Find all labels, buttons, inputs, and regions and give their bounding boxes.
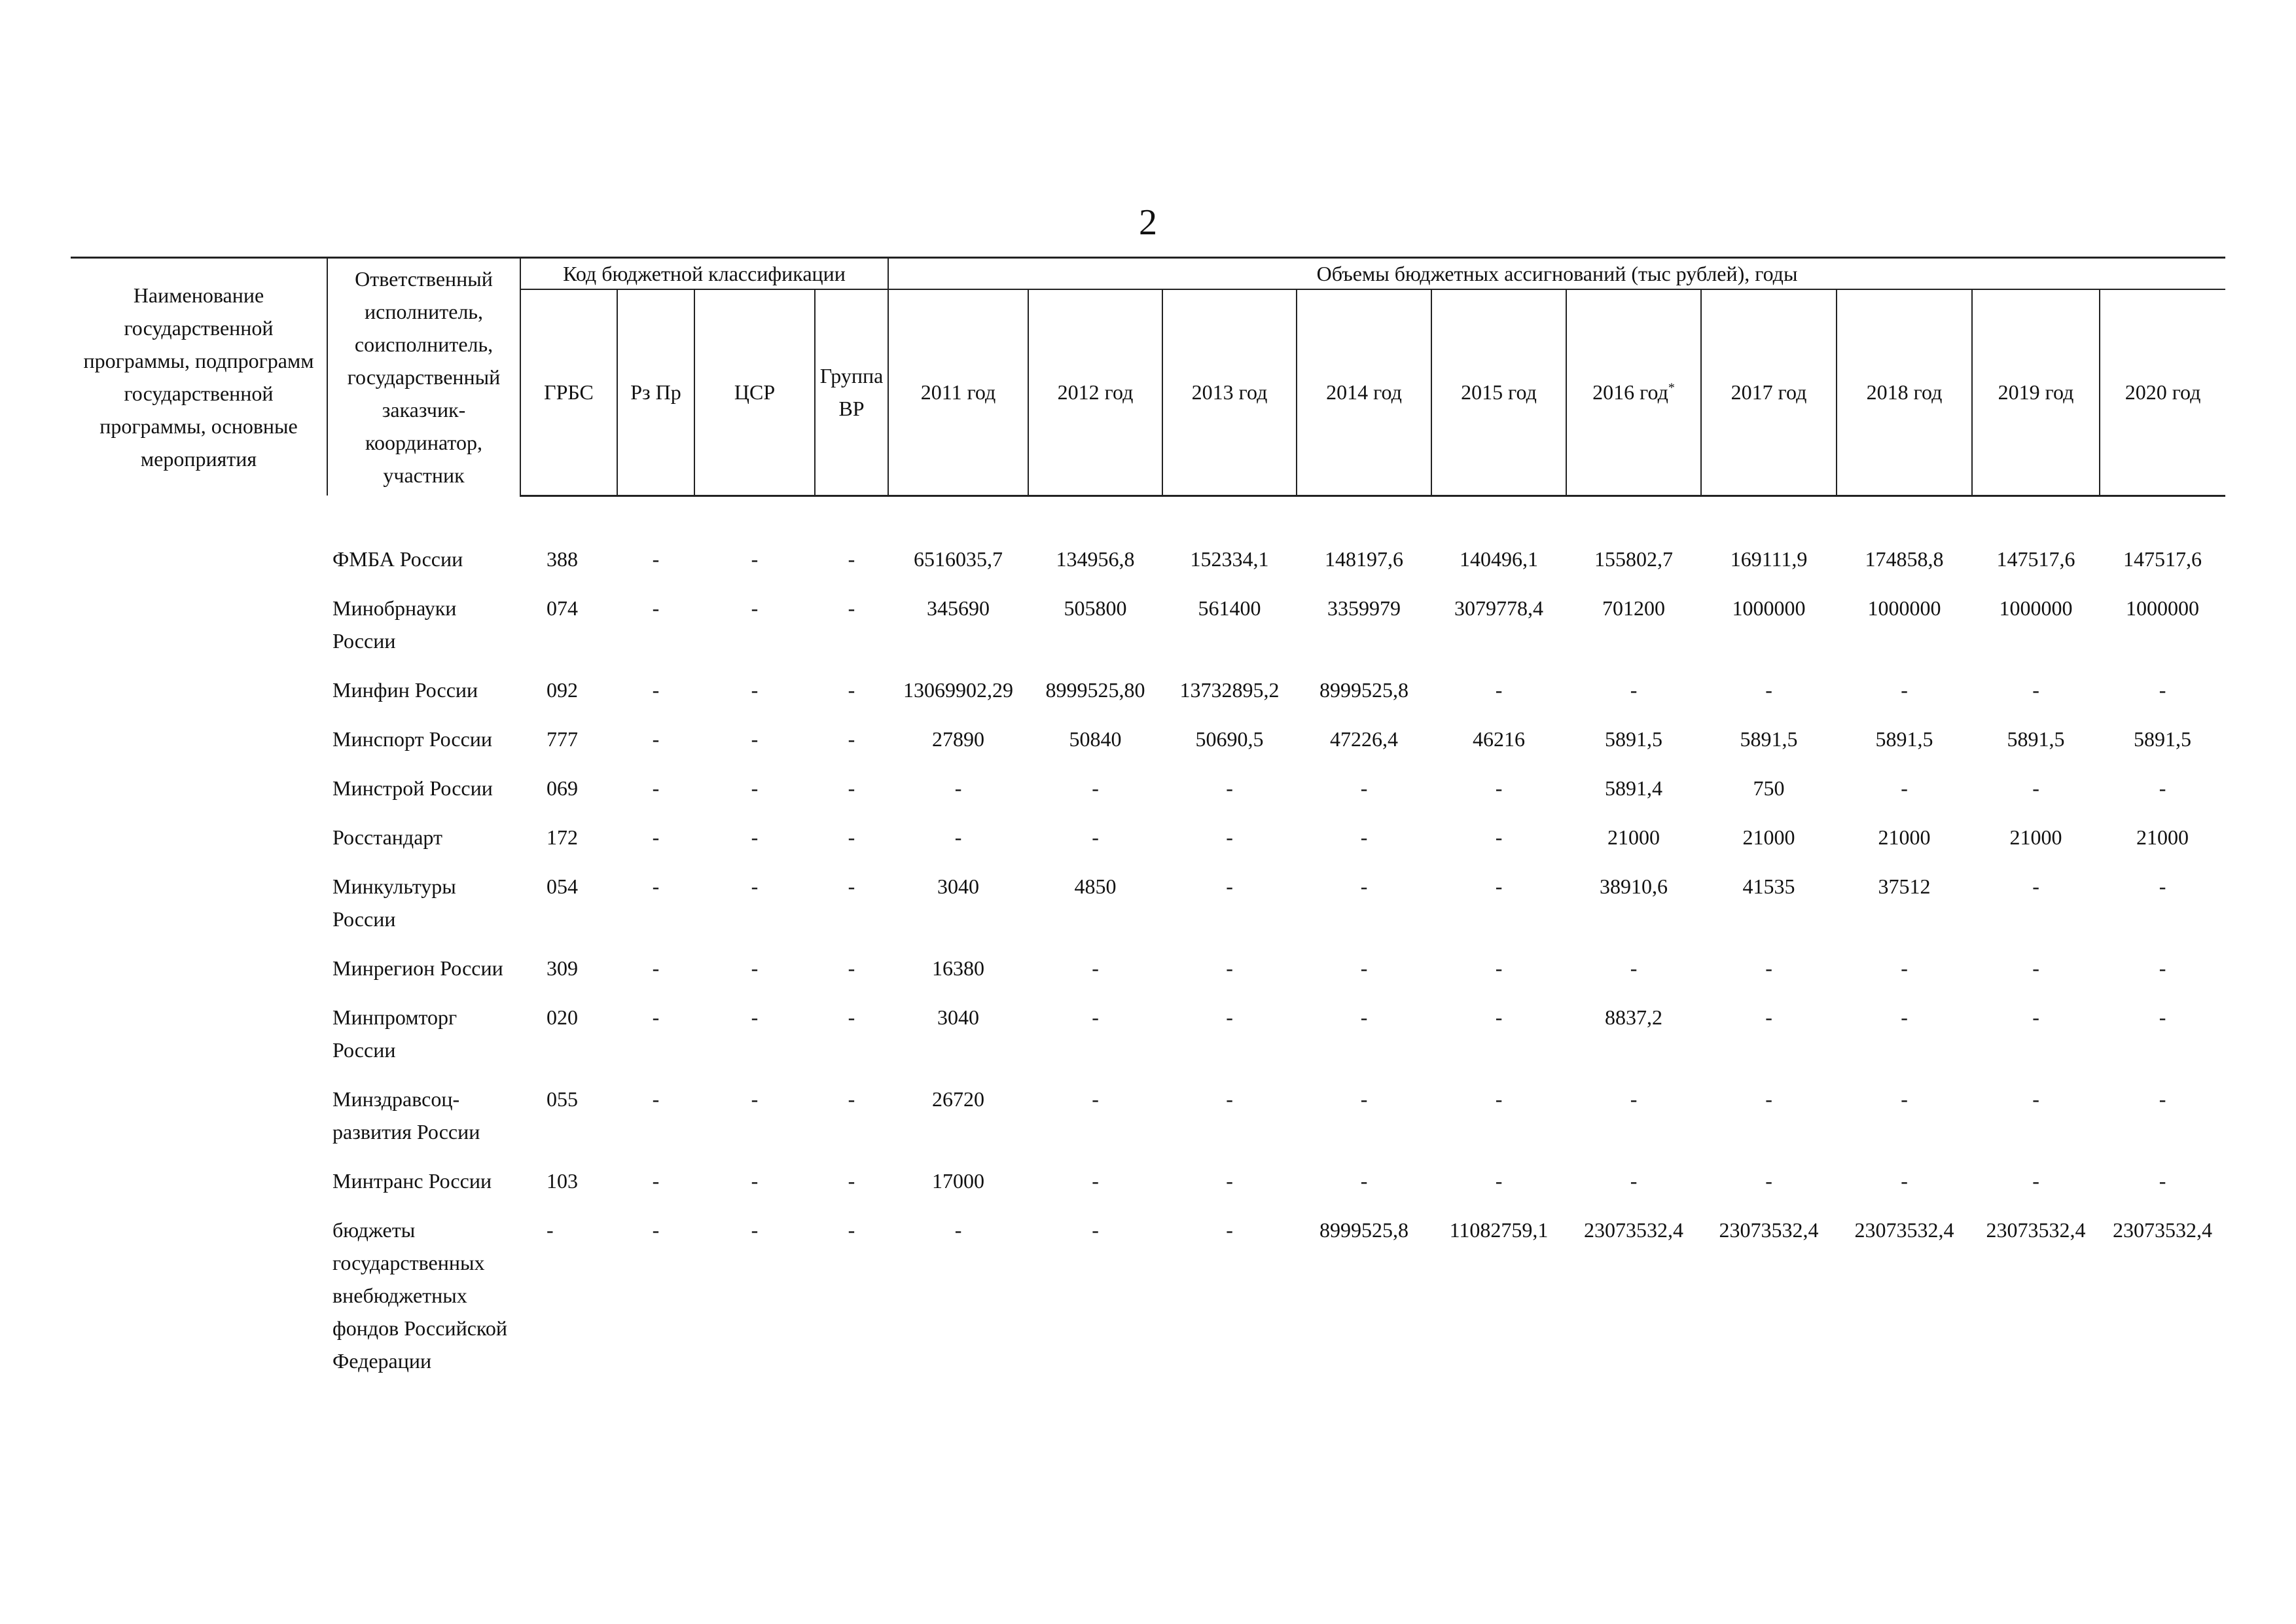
vr-code: - (848, 776, 855, 800)
csr-code: - (751, 547, 759, 571)
program-cell (71, 1075, 327, 1157)
value-cell: - (2159, 1087, 2166, 1111)
value-cell: - (954, 1218, 962, 1242)
value-cell: 38910,6 (1600, 874, 1668, 898)
value-cell: 41535 (1742, 874, 1795, 898)
value-cell: 5891,5 (2007, 727, 2065, 751)
rzpr-code: - (652, 825, 660, 849)
executor-name: Минздравсоц-развития России (332, 1087, 480, 1144)
header-program-name: Наименование государственной программы, подпрограмм государственной программы, основные мероприятия (71, 258, 327, 496)
value-cell: - (1360, 776, 1368, 800)
program-cell (71, 666, 327, 715)
header-volumes-group: Объемы бюджетных ассигнований (тыс рублей), годы (888, 258, 2225, 290)
csr-code: - (751, 825, 759, 849)
value-cell: - (2032, 677, 2039, 702)
grbs-code: 388 (547, 547, 578, 571)
table-row (71, 584, 2225, 666)
csr-code: - (751, 596, 759, 620)
value-cell: - (1226, 1087, 1233, 1111)
value-cell: - (1630, 677, 1638, 702)
program-cell (71, 993, 327, 1075)
vr-code: - (848, 1218, 855, 1242)
executor-name: ФМБА России (332, 547, 463, 571)
value-cell: 147517,6 (2123, 547, 2202, 571)
vr-code: - (848, 825, 855, 849)
vr-code: - (848, 1168, 855, 1193)
grbs-code: 054 (547, 874, 578, 898)
value-cell: - (2032, 1087, 2039, 1111)
value-cell: - (1092, 776, 1099, 800)
value-cell: - (1226, 1168, 1233, 1193)
value-cell: - (1630, 1168, 1638, 1193)
header-csr: ЦСР (694, 289, 815, 496)
value-cell: 50840 (1069, 727, 1122, 751)
csr-code: - (751, 1218, 759, 1242)
value-cell: - (2032, 1005, 2039, 1029)
value-cell: 11082759,1 (1449, 1218, 1549, 1242)
executor-name: Минкультуры России (332, 874, 456, 931)
rzpr-code: - (652, 596, 660, 620)
value-cell: - (1360, 1005, 1368, 1029)
value-cell: - (1226, 776, 1233, 800)
value-cell: - (1495, 1087, 1503, 1111)
executor-name: Минобрнауки России (332, 596, 457, 653)
table-body (71, 496, 2225, 1386)
value-cell: 169111,9 (1730, 547, 1808, 571)
grbs-code: 069 (547, 776, 578, 800)
vr-code: - (848, 1087, 855, 1111)
value-cell: 1000000 (1999, 596, 2073, 620)
value-cell: - (1765, 956, 1772, 980)
rzpr-code: - (652, 1168, 660, 1193)
value-cell: 6516035,7 (914, 547, 1003, 571)
header-year-2016-label: 2016 год (1592, 380, 1668, 405)
table-row (71, 715, 2225, 764)
value-cell: - (1360, 874, 1368, 898)
value-cell: 46216 (1473, 727, 1526, 751)
value-cell: - (1495, 1168, 1503, 1193)
program-cell (71, 862, 327, 944)
value-cell: - (2159, 874, 2166, 898)
value-cell: - (2032, 776, 2039, 800)
footnote-mark: * (1668, 380, 1675, 395)
value-cell: 5891,5 (1740, 727, 1798, 751)
program-cell (71, 535, 327, 584)
value-cell: - (2032, 874, 2039, 898)
value-cell: 13732895,2 (1179, 677, 1280, 702)
value-cell: 147517,6 (1996, 547, 2075, 571)
header-budget-code-group: Код бюджетной классификации (520, 258, 888, 290)
value-cell: 21000 (1607, 825, 1660, 849)
value-cell: - (1092, 1218, 1099, 1242)
header-year: 2018 год (1837, 289, 1972, 496)
value-cell: 47226,4 (1330, 727, 1399, 751)
vr-code: - (848, 677, 855, 702)
value-cell: - (1226, 1005, 1233, 1029)
rzpr-code: - (652, 956, 660, 980)
table-row (71, 862, 2225, 944)
value-cell: - (954, 776, 962, 800)
value-cell: 152334,1 (1190, 547, 1269, 571)
table-row (71, 666, 2225, 715)
value-cell: 3079778,4 (1454, 596, 1544, 620)
value-cell: - (1901, 1168, 1908, 1193)
rzpr-code: - (652, 874, 660, 898)
executor-name: бюджеты государственных внебюджетных фондов Российской Федерации (332, 1218, 507, 1373)
value-cell: 148197,6 (1325, 547, 1404, 571)
header-year: 2020 год (2100, 289, 2225, 496)
table-row (71, 1157, 2225, 1206)
value-cell: 37512 (1878, 874, 1931, 898)
value-cell: 27890 (932, 727, 985, 751)
rzpr-code: - (652, 776, 660, 800)
value-cell: 1000000 (1867, 596, 1941, 620)
program-cell (71, 1206, 327, 1386)
rzpr-code: - (652, 1005, 660, 1029)
value-cell: 5891,5 (2134, 727, 2192, 751)
grbs-code: 103 (547, 1168, 578, 1193)
value-cell: 505800 (1064, 596, 1127, 620)
value-cell: 21000 (1878, 825, 1931, 849)
program-cell (71, 764, 327, 813)
value-cell: 750 (1753, 776, 1785, 800)
header-grbs: ГРБС (520, 289, 617, 496)
value-cell: - (954, 825, 962, 849)
value-cell: 21000 (1742, 825, 1795, 849)
executor-name: Минстрой России (332, 776, 493, 800)
value-cell: 23073532,4 (1584, 1218, 1684, 1242)
header-year: 2013 год (1162, 289, 1297, 496)
vr-code: - (848, 1005, 855, 1029)
csr-code: - (751, 1005, 759, 1029)
grbs-code: - (547, 1218, 554, 1242)
grbs-code: 020 (547, 1005, 578, 1029)
csr-code: - (751, 874, 759, 898)
value-cell: - (1495, 776, 1503, 800)
executor-name: Минпромторг России (332, 1005, 457, 1062)
value-cell: 8837,2 (1605, 1005, 1663, 1029)
value-cell: - (1495, 1005, 1503, 1029)
value-cell: 8999525,80 (1045, 677, 1145, 702)
header-year: 2015 год (1431, 289, 1566, 496)
header-year: 2017 год (1701, 289, 1837, 496)
value-cell: - (1765, 1005, 1772, 1029)
csr-code: - (751, 727, 759, 751)
value-cell: 23073532,4 (1986, 1218, 2086, 1242)
executor-name: Минрегион России (332, 956, 503, 980)
value-cell: 16380 (932, 956, 985, 980)
vr-code: - (848, 727, 855, 751)
header-executor: Ответственный исполнитель, соисполнитель, государственный заказчик-координатор, участник (327, 258, 520, 496)
value-cell: - (1495, 874, 1503, 898)
value-cell: - (1360, 1087, 1368, 1111)
grbs-code: 074 (547, 596, 578, 620)
value-cell: - (2032, 956, 2039, 980)
value-cell: - (2159, 1005, 2166, 1029)
program-cell (71, 944, 327, 993)
value-cell: 701200 (1602, 596, 1666, 620)
vr-code: - (848, 547, 855, 571)
value-cell: 1000000 (2126, 596, 2200, 620)
value-cell: - (1092, 1168, 1099, 1193)
budget-allocation-table (71, 257, 2225, 1386)
value-cell: - (1630, 956, 1638, 980)
value-cell: - (1360, 825, 1368, 849)
value-cell: 21000 (2136, 825, 2189, 849)
value-cell: - (1901, 776, 1908, 800)
value-cell: - (1092, 1087, 1099, 1111)
table-row (71, 993, 2225, 1075)
program-cell (71, 715, 327, 764)
table-row (71, 813, 2225, 862)
grbs-code: 309 (547, 956, 578, 980)
executor-name: Росстандарт (332, 825, 442, 849)
executor-name: Минтранс России (332, 1168, 492, 1193)
program-cell (71, 813, 327, 862)
value-cell: 23073532,4 (1854, 1218, 1954, 1242)
value-cell: - (2159, 1168, 2166, 1193)
value-cell: 8999525,8 (1319, 1218, 1409, 1242)
value-cell: - (1226, 874, 1233, 898)
value-cell: - (1360, 956, 1368, 980)
value-cell: - (1092, 1005, 1099, 1029)
csr-code: - (751, 677, 759, 702)
value-cell: - (2159, 677, 2166, 702)
grbs-code: 092 (547, 677, 578, 702)
executor-name: Минфин России (332, 677, 478, 702)
value-cell: - (1092, 825, 1099, 849)
header-rzpr: Рз Пр (617, 289, 694, 496)
executor-name: Минспорт России (332, 727, 493, 751)
value-cell: 3040 (937, 1005, 980, 1029)
program-cell (71, 584, 327, 666)
value-cell: - (1360, 1168, 1368, 1193)
rzpr-code: - (652, 1087, 660, 1111)
header-year-2016 (1566, 289, 1701, 496)
value-cell: - (1630, 1087, 1638, 1111)
value-cell: 17000 (932, 1168, 985, 1193)
table-row (71, 535, 2225, 584)
value-cell: 8999525,8 (1319, 677, 1409, 702)
value-cell: 21000 (2009, 825, 2062, 849)
header-spacer (71, 496, 2225, 535)
value-cell: - (1901, 677, 1908, 702)
value-cell: 13069902,29 (903, 677, 1014, 702)
value-cell: - (1495, 956, 1503, 980)
table-row (71, 1206, 2225, 1386)
value-cell: 1000000 (1732, 596, 1806, 620)
value-cell: - (1092, 956, 1099, 980)
header-year: 2011 год (888, 289, 1028, 496)
table-row (71, 764, 2225, 813)
rzpr-code: - (652, 727, 660, 751)
grbs-code: 172 (547, 825, 578, 849)
value-cell: 134956,8 (1056, 547, 1135, 571)
csr-code: - (751, 1087, 759, 1111)
csr-code: - (751, 776, 759, 800)
value-cell: - (1901, 1005, 1908, 1029)
value-cell: - (2159, 776, 2166, 800)
header-year: 2019 год (1972, 289, 2100, 496)
value-cell: - (1495, 825, 1503, 849)
value-cell: 5891,5 (1605, 727, 1663, 751)
grbs-code: 055 (547, 1087, 578, 1111)
value-cell: - (1765, 1087, 1772, 1111)
value-cell: 50690,5 (1195, 727, 1264, 751)
value-cell: 5891,5 (1875, 727, 1933, 751)
header-year: 2014 год (1297, 289, 1431, 496)
value-cell: 3359979 (1327, 596, 1401, 620)
value-cell: - (1226, 1218, 1233, 1242)
grbs-code: 777 (547, 727, 578, 751)
rzpr-code: - (652, 547, 660, 571)
value-cell: - (1901, 956, 1908, 980)
value-cell: 140496,1 (1460, 547, 1539, 571)
header-year: 2012 год (1028, 289, 1162, 496)
value-cell: 23073532,4 (2113, 1218, 2213, 1242)
page-number: 2 (1139, 202, 1157, 243)
value-cell: - (2032, 1168, 2039, 1193)
value-cell: - (1765, 677, 1772, 702)
header-vr: Группа ВР (815, 289, 888, 496)
csr-code: - (751, 956, 759, 980)
value-cell: 561400 (1198, 596, 1261, 620)
vr-code: - (848, 874, 855, 898)
rzpr-code: - (652, 1218, 660, 1242)
rzpr-code: - (652, 677, 660, 702)
value-cell: - (1226, 825, 1233, 849)
program-cell (71, 1157, 327, 1206)
value-cell: - (2159, 956, 2166, 980)
value-cell: 345690 (927, 596, 990, 620)
value-cell: - (1765, 1168, 1772, 1193)
value-cell: 4850 (1074, 874, 1117, 898)
csr-code: - (751, 1168, 759, 1193)
vr-code: - (848, 596, 855, 620)
value-cell: 155802,7 (1594, 547, 1674, 571)
vr-code: - (848, 956, 855, 980)
value-cell: 174858,8 (1865, 547, 1944, 571)
value-cell: 23073532,4 (1719, 1218, 1819, 1242)
value-cell: - (1901, 1087, 1908, 1111)
table-row (71, 944, 2225, 993)
value-cell: - (1226, 956, 1233, 980)
table-row (71, 1075, 2225, 1157)
value-cell: 26720 (932, 1087, 985, 1111)
value-cell: - (1495, 677, 1503, 702)
value-cell: 3040 (937, 874, 980, 898)
value-cell: 5891,4 (1605, 776, 1663, 800)
